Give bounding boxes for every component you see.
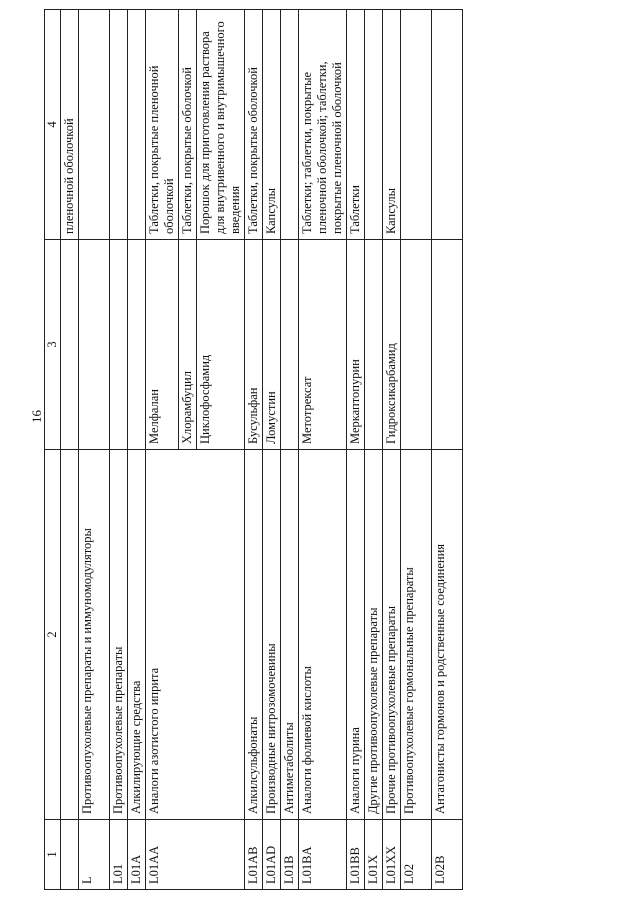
column-number-3: 3	[45, 240, 61, 450]
group-name: Аналоги азотистого иприта	[146, 450, 245, 820]
table-row	[110, 10, 128, 890]
drug-name: Мелфалан	[146, 240, 179, 450]
table-header-row	[45, 10, 61, 890]
table-row	[128, 10, 146, 890]
dosage-form: Таблетки, покрытые оболочкой	[179, 10, 197, 240]
group-name: Прочие противоопухолевые препараты	[383, 450, 401, 820]
atc-code: L01X	[365, 820, 383, 890]
rotated-page-content	[44, 10, 594, 890]
group-name: Противоопухолевые препараты	[110, 450, 128, 820]
group-name: Алкилсульфонаты	[245, 450, 263, 820]
drug-name: Меркаптопурин	[347, 240, 365, 450]
page-number: 16	[29, 410, 44, 423]
atc-code: L02B	[432, 820, 463, 890]
atc-code: L01AD	[263, 820, 281, 890]
group-name: Антиметаболиты	[281, 450, 299, 820]
atc-code: L01	[110, 820, 128, 890]
dosage-form: Капсулы	[263, 10, 281, 240]
drug-name: Ломустин	[263, 240, 281, 450]
atc-code: L02	[401, 820, 432, 890]
table-row	[281, 10, 299, 890]
column-number-2: 2	[45, 450, 61, 820]
dosage-form: Таблетки; таблетки, покрытые пленочной оболочкой; таблетки, покрытые пленочной оболочкой	[299, 10, 347, 240]
dosage-form: Капсулы	[383, 10, 401, 240]
atc-code: L01BB	[347, 820, 365, 890]
group-name: Алкилирующие средства	[128, 450, 146, 820]
drug-name: Метотрексат	[299, 240, 347, 450]
drug-name: Бусульфан	[245, 240, 263, 450]
drug-classification-table	[44, 9, 463, 890]
drug-name: Хлорамбуцил	[179, 240, 197, 450]
table-row	[401, 10, 432, 890]
table-row	[79, 10, 110, 890]
drug-name: Гидроксикарбамид	[383, 240, 401, 450]
dosage-form: Таблетки	[347, 10, 365, 240]
group-name: Противоопухолевые гормональные препараты	[401, 450, 432, 820]
atc-code: L01AB	[245, 820, 263, 890]
table-row	[263, 10, 281, 890]
group-name: Другие противоопухолевые препараты	[365, 450, 383, 820]
group-name: Аналоги пурина	[347, 450, 365, 820]
table-row	[347, 10, 365, 890]
atc-code: L01B	[281, 820, 299, 890]
table-row	[365, 10, 383, 890]
atc-code: L	[79, 820, 110, 890]
column-number-4: 4	[45, 10, 61, 240]
atc-code: L01AA	[146, 820, 245, 890]
group-name: Производные нитрозомочевины	[263, 450, 281, 820]
atc-code: L01XX	[383, 820, 401, 890]
dosage-form: Таблетки, покрытые пленочной оболочкой	[146, 10, 179, 240]
table-row	[432, 10, 463, 890]
group-name: Аналоги фолиевой кислоты	[299, 450, 347, 820]
table-row	[245, 10, 263, 890]
atc-code: L01BA	[299, 820, 347, 890]
continuation-row	[61, 10, 79, 890]
continued-dosage-form: пленочной оболочкой	[61, 10, 79, 240]
group-name: Антагонисты гормонов и родственные соединения	[432, 450, 463, 820]
dosage-form: Таблетки, покрытые оболочкой	[245, 10, 263, 240]
drug-name: Циклофосфамид	[197, 240, 245, 450]
table-row	[383, 10, 401, 890]
column-number-1: 1	[45, 820, 61, 890]
table-row	[146, 10, 179, 890]
group-name: Противоопухолевые препараты и иммуномодуляторы	[79, 450, 110, 820]
atc-code: L01A	[128, 820, 146, 890]
table-row	[299, 10, 347, 890]
dosage-form: Порошок для приготовления раствора для внутривенного и внутримышечного введения	[197, 10, 245, 240]
